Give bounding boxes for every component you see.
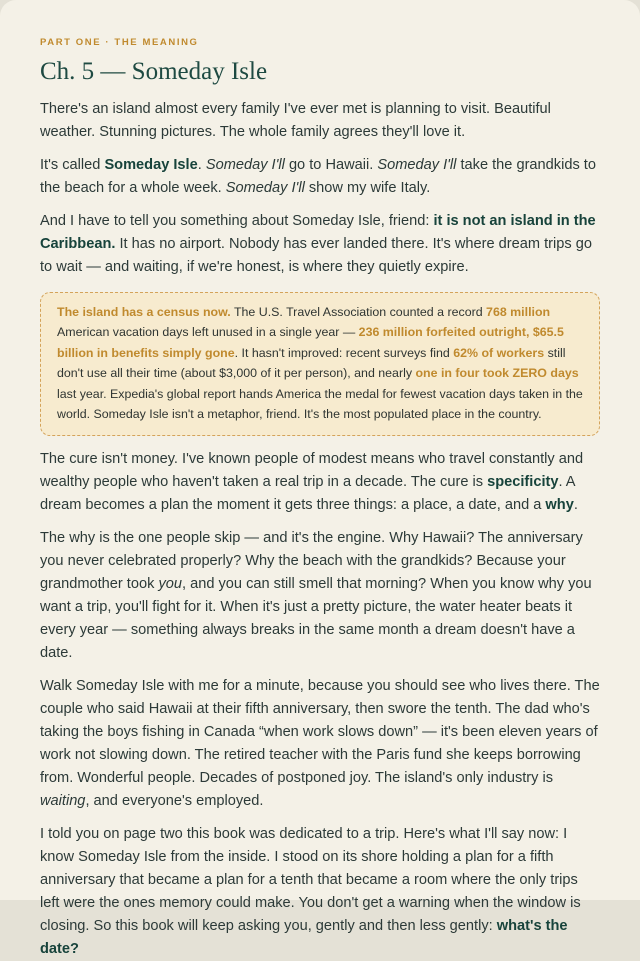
text-run: Walk Someday Isle with me for a minute, because you should see who lives there. The couple who said Hawaii at their fifth anniversary, then swore the tenth. The dad who's taking the boys fishing in Canada “when work slows down” — it's been eleven years of work not slowing down. The retired teacher with the Paris fund she keeps borrowing from. Wonderful people. Decades of postponed joy. The island's only industry is xyxy=(40,678,600,787)
stat-highlight: 768 million xyxy=(486,305,551,319)
bold-term: specificity xyxy=(487,474,559,491)
italic-phrase: Someday I'll xyxy=(225,180,305,196)
text-run: American vacation days left unused in a single year — xyxy=(57,325,359,340)
italic-phrase: waiting xyxy=(40,793,86,810)
italic-phrase: Someday I'll xyxy=(205,157,285,173)
bold-term: Someday Isle xyxy=(104,157,198,173)
text-run: go to Hawaii. xyxy=(284,157,378,173)
text-run: It's called xyxy=(40,157,105,173)
stat-highlight: one in four took ZERO days xyxy=(415,366,579,381)
text-run: The why is the one people skip — and it's the engine. Why Hawaii? The anniversary you never celebrated properly? Why the beach with the grandkids? Because your grandmother took xyxy=(40,530,583,593)
paragraph-not-caribbean xyxy=(40,210,600,279)
paragraph-intro: There's an island almost every family I've ever met is planning to visit. Beautiful weather. Stunning pictures. The whole family agrees they'll love it. xyxy=(40,101,551,140)
text-run: . A dream becomes a plan the moment it gets three things: a place, a date, and a xyxy=(40,474,575,514)
text-run: The cure isn't money. I've known people of modest means who travel constantly and wealthy people who haven't taken a real trip in a decade. The cure is xyxy=(40,451,584,491)
italic-phrase: you xyxy=(158,576,182,593)
text-run: . It hasn't improved: recent surveys find xyxy=(234,345,454,360)
part-eyebrow: PART ONE · THE MEANING xyxy=(40,37,199,48)
paragraph-the-why xyxy=(40,527,600,665)
paragraph-someday-isle xyxy=(40,154,600,200)
paragraph-cure xyxy=(40,448,600,517)
text-run: . xyxy=(197,157,206,173)
text-run: It has no airport. Nobody has ever landed there. It's where dream trips go to wait — and waiting, if we're honest, is where they quietly expire. xyxy=(40,236,592,275)
census-callout xyxy=(40,292,600,436)
text-run: still don't use all their time (about $3,000 of it per person), and nearly xyxy=(57,345,566,381)
bold-term: why xyxy=(545,497,574,514)
text-run: , and you can still smell that morning? When you know why you want a trip, you'll fight for it. When it's just a pretty picture, the water heater beats it every year — something always breaks in the same month a dream doesn't have a date. xyxy=(40,576,592,662)
text-run: I told you on page two this book was dedicated to a trip. Here's what I'll say now: I know Someday Isle from the inside. I stood on its shore holding a plan for a fifth anniversary that became a plan for a tenth that became a room where the only trips left were the ones memory could make. You don't get a warning when the window is closing. So this book will keep asking you, gently and then less gently: xyxy=(40,826,581,935)
italic-phrase: Someday I'll xyxy=(377,157,457,173)
text-run: . xyxy=(573,497,578,514)
text-run: And I have to tell you something about Someday Isle, friend: xyxy=(40,213,434,229)
text-run: last year. Expedia's global report hands America the medal for fewest vacation days taken in the world. Someday Isle isn't a metaphor, friend. It's the most populated place in the country. xyxy=(57,386,583,422)
text-run: The U.S. Travel Association counted a record xyxy=(230,305,487,319)
stat-highlight: 236 million forfeited outright, $65.5 billion in benefits simply gone xyxy=(57,325,564,360)
chapter-title: Ch. 5 — Someday Isle xyxy=(40,58,268,85)
bold-question: what's the date? xyxy=(40,918,568,958)
paragraph-page-two xyxy=(40,823,600,961)
text-run: , and everyone's employed. xyxy=(85,793,264,810)
text-run: show my wife Italy. xyxy=(304,180,431,196)
stat-highlight: 62% of workers xyxy=(453,345,545,360)
callout-heading: The island has a census now. xyxy=(57,305,231,319)
bold-phrase: it is not an island in the Caribbean. xyxy=(40,213,596,252)
text-run: take the grandkids to the beach for a whole week. xyxy=(40,157,596,196)
paragraph-residents xyxy=(40,675,600,813)
